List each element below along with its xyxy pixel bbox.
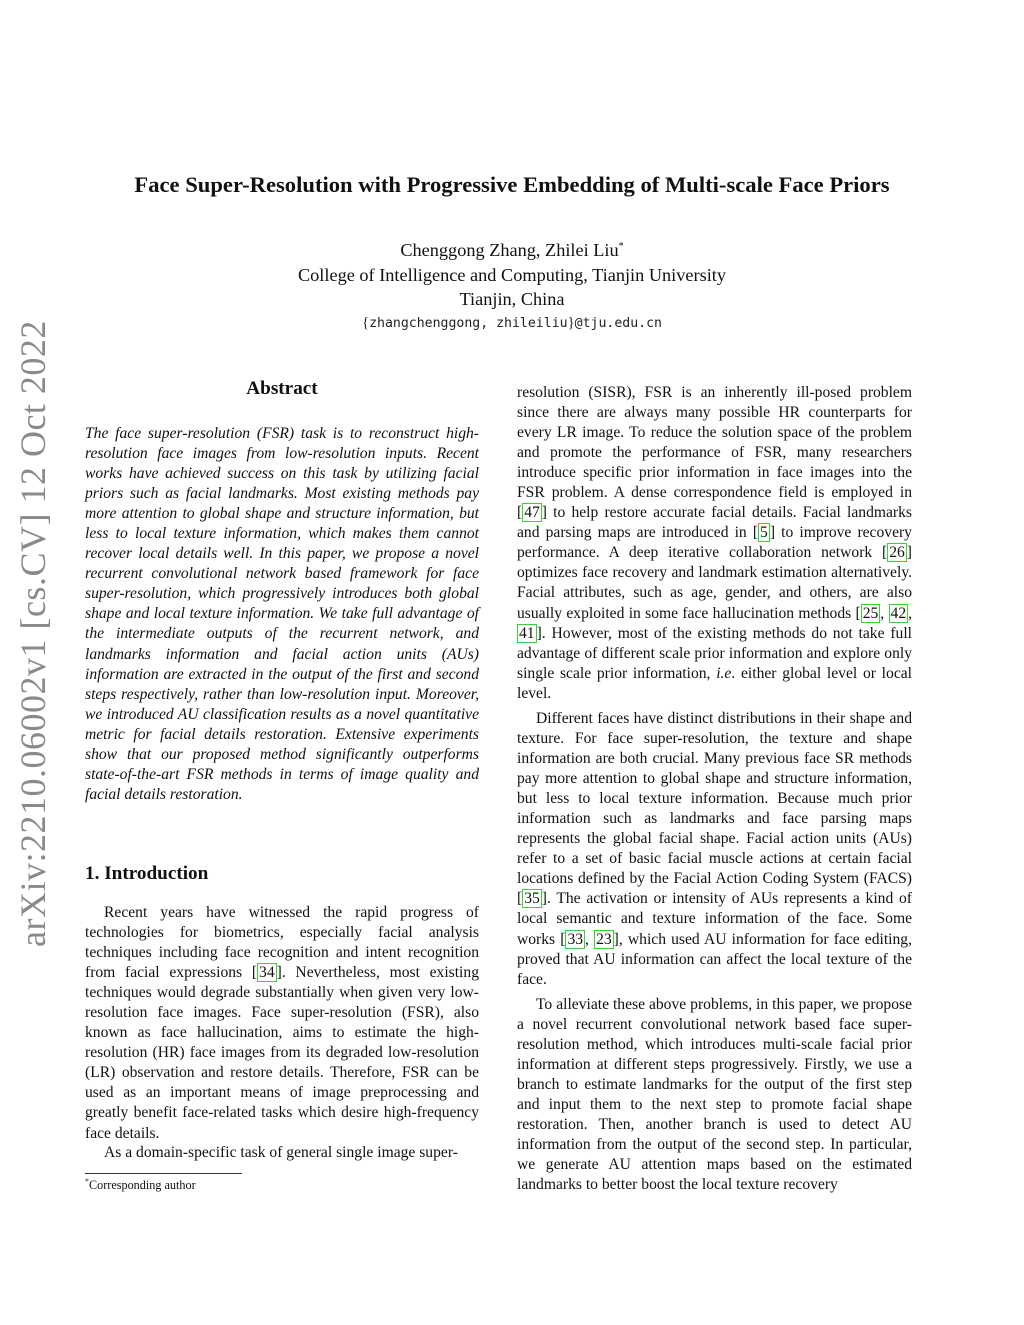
email-domain: @tju.edu.cn — [574, 316, 662, 331]
intro-p1-text-b: ]. Nevertheless, most existing techniques would degrade substantially when given very low-resolution face images. Face super-resolution (FSR), also known as face hallucination, aims to estimate the high-resolution (HR) face images from its degraded low-resolution (LR) observation and restore details. Therefore, FSR can be used as an important means of image preprocessing and greatly benefit face-related tasks which desire high-frequency face details. — [85, 964, 479, 1142]
citation-link[interactable]: 42 — [890, 604, 907, 622]
intro-p3-text-c: ], which used AU information for face editing, proved that AU information can affect the local texture of the face. — [517, 930, 913, 988]
citation-link[interactable]: 26 — [889, 544, 905, 562]
author-names-text: Chenggong Zhang, Zhilei Liu — [400, 240, 619, 260]
citation-link[interactable]: 41 — [519, 624, 535, 642]
paper-title: Face Super-Resolution with Progressive Embedding of Multi-scale Face Priors — [134, 172, 890, 197]
author-names — [0, 240, 1024, 261]
footnote — [85, 1178, 196, 1193]
intro-p2-text-f: . either global level or local level. — [517, 664, 912, 702]
intro-p2-text-c: ] to improve recovery performance. A deep iterative collaboration network [ — [517, 524, 912, 562]
citation-separator: , — [908, 604, 913, 622]
citation-link[interactable]: 33 — [567, 930, 584, 948]
intro-p2-text-b: ] to help restore accurate facial details. Facial landmarks and parsing maps are introduced in [ — [517, 504, 912, 542]
intro-paragraph-1 — [85, 903, 479, 1144]
intro-paragraph-3 — [517, 709, 912, 990]
abstract-heading: Abstract — [246, 378, 318, 399]
citation-link[interactable]: 34 — [259, 964, 275, 982]
intro-p2-ie: i.e — [716, 664, 732, 682]
abstract-text: The face super-resolution (FSR) task is to reconstruct high-resolution face images from low-resolution inputs. Recent works have achieved success on this task by utilizing facial priors such as facial landmarks. Most existing methods pay more attention to global shape and structure information, but less to local texture information, which makes them cannot recover local details well. In this paper, we propose a novel recurrent convolutional network based framework for face super-resolution, which progressively introduces both global shape and local texture information. We take full advantage of the intermediate outputs of the recurrent network, and landmarks information and facial action units (AUs) information are extracted in the output of the first and second steps respectively, rather than low-resolution input. Moreover, we introduced AU classification results as a novel quantitative metric for facial details restoration. Extensive experiments show that our proposed method significantly outperforms state-of-the-art FSR methods in terms of image quality and facial details restoration. — [85, 425, 479, 803]
footnote-rule — [85, 1173, 242, 1174]
intro-paragraph-2-start: As a domain-specific task of general single image super- — [104, 1144, 458, 1161]
citation-link[interactable]: 47 — [524, 504, 540, 522]
arxiv-identifier-stamp: arXiv:2210.06002v1 [cs.CV] 12 Oct 2022 — [13, 320, 53, 947]
citation-link[interactable]: 35 — [524, 890, 540, 908]
intro-paragraph-4: To alleviate these above problems, in this paper, we propose a novel recurrent convolutional network based face super-resolution method, which introduces multi-scale facial prior information at different steps progressively. Firstly, we use a branch to estimate landmarks for the output of the first step and input them to the next step to promote facial shape restoration. Then, another branch is used to detect AU information from the output of the second step. In particular, we generate AU attention maps based on the estimated landmarks to better boost the local texture recovery — [517, 996, 912, 1194]
intro-p2-text-a: resolution (SISR), FSR is an inherently ill-posed problem since there are always many possible HR counterparts for every LR image. To reduce the solution space of the problem and promote the performance of FSR, many researchers introduce specific prior information in face images into the FSR problem. A dense correspondence field is employed in [ — [517, 384, 912, 522]
email-close-brace: } — [567, 315, 575, 331]
introduction-heading: 1. Introduction — [85, 863, 209, 884]
email-open-brace: { — [362, 315, 370, 331]
email-users: zhangchenggong, zhileiliu — [369, 316, 568, 331]
intro-p3-text-a: Different faces have distinct distributions in their shape and texture. For face super-resolution, the texture and shape information are both crucial. Many previous face SR methods pay more attention to global shape and structure information, but less to local texture information. Because much prior information such as landmarks and face parsing maps represents the global facial shape. Facial action units (AUs) refer to a set of basic facial muscle actions at certain facial locations defined by the Facial Action Coding System (FACS) [ — [517, 710, 912, 908]
intro-paragraph-2-continued — [517, 383, 912, 704]
intro-p2-text-e: ]. However, most of the existing methods do not take full advantage of different scale prior information and explore only single scale prior information, — [517, 624, 912, 682]
citation-link[interactable]: 25 — [862, 604, 879, 622]
corresponding-author-mark: * — [618, 240, 624, 252]
author-location: Tianjin, China — [459, 289, 565, 309]
citation-separator: , — [880, 604, 889, 622]
intro-p1-text-a: Recent years have witnessed the rapid progress of technologies for biometrics, especially facial analysis techniques including face recognition and intent recognition from facial expressions [ — [85, 904, 479, 982]
author-email — [0, 315, 1024, 332]
intro-p3-text-b: ]. The activation or intensity of AUs represents a kind of local semantic and texture information of the face. Some works [ — [517, 890, 912, 948]
intro-p2-text-d: ] optimizes face recovery and landmark estimation alternatively. Facial attributes, such as age, gender, and others, are also usually exploited in some face hallucination methods [ — [517, 544, 912, 622]
author-affiliation: College of Intelligence and Computing, Tianjin University — [297, 265, 727, 285]
footnote-text: Corresponding author — [89, 1178, 196, 1192]
citation-link[interactable]: 23 — [596, 930, 612, 948]
footnote-mark: * — [85, 1176, 89, 1186]
citation-link[interactable]: 5 — [760, 524, 768, 542]
citation-separator: , — [585, 930, 595, 948]
